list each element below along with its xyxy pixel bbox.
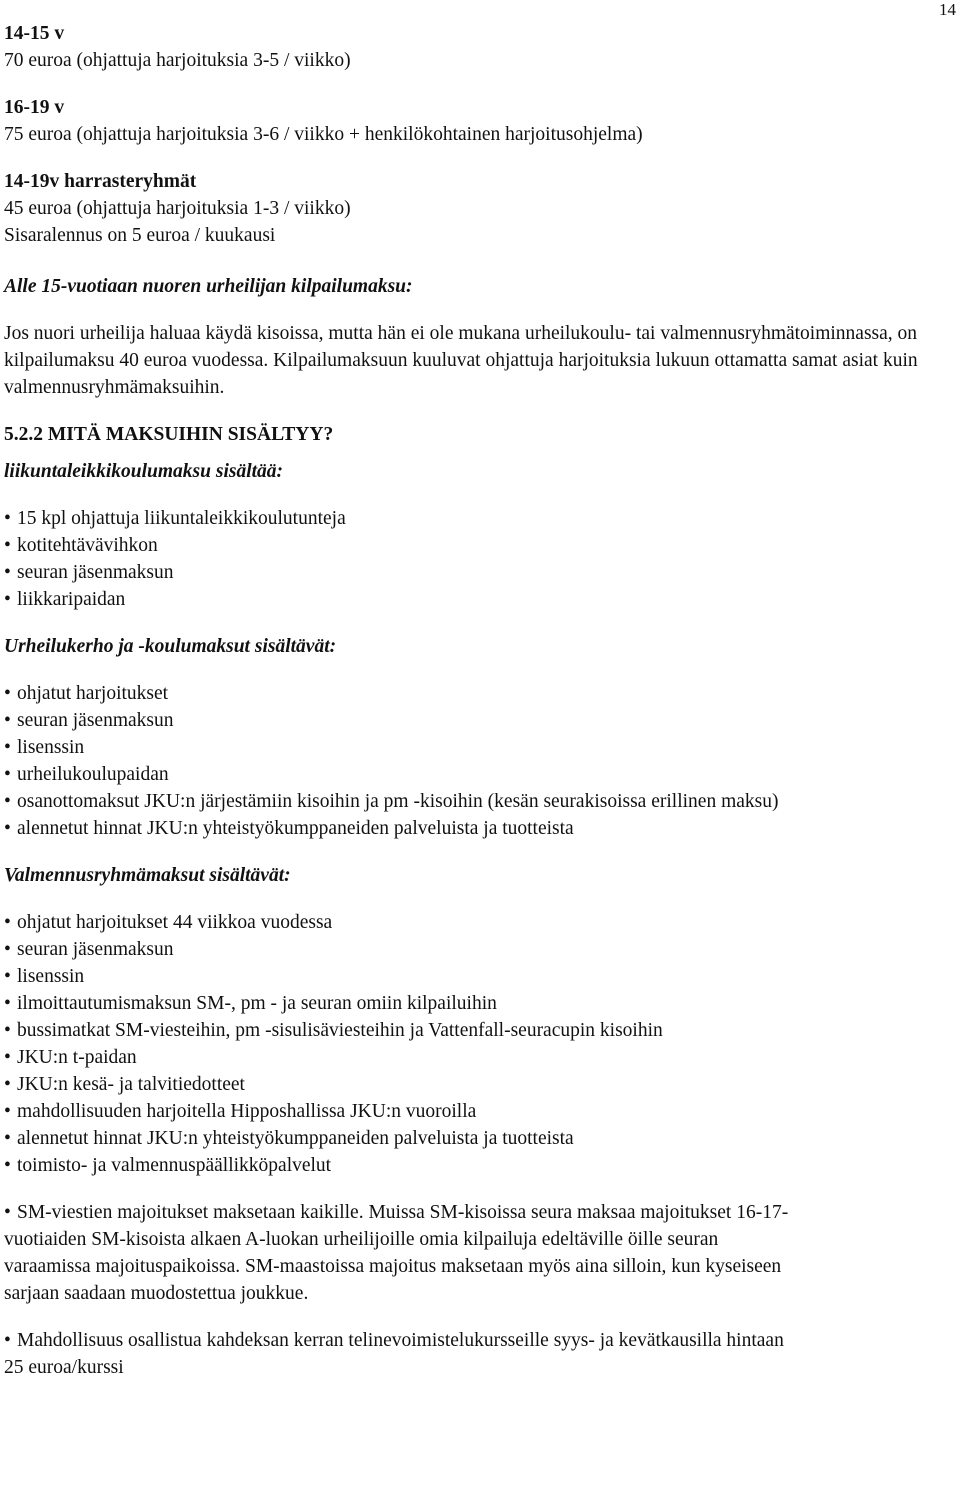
- list-item: • kotitehtävävihkon: [4, 532, 956, 559]
- list-item: • JKU:n t-paidan: [4, 1044, 956, 1071]
- fee-line: 45 euroa (ohjattuja harjoituksia 1-3 / viikko): [4, 198, 351, 219]
- list-item: • ohjatut harjoitukset: [4, 680, 956, 707]
- fee-line: 70 euroa (ohjattuja harjoituksia 3-5 / viikko): [4, 50, 351, 71]
- urheilukerho-heading: Urheilukerho ja -koulumaksut sisältävät:: [4, 636, 337, 657]
- list-item: • seuran jäsenmaksun: [4, 936, 956, 963]
- note-line: SM-viestien majoitukset maksetaan kaikille. Muissa SM-kisoissa seura maksaa majoitukset 16-17-: [17, 1202, 789, 1223]
- section-title: 5.2.2 MITÄ MAKSUIHIN SISÄLTYY?: [4, 424, 334, 445]
- urheilukerho-list: [4, 680, 956, 842]
- list-item: • seuran jäsenmaksun: [4, 559, 956, 586]
- list-item: • bussimatkat SM-viesteihin, pm -sisulisäviesteihin ja Vattenfall-seuracupin kisoihin: [4, 1017, 956, 1044]
- page-number: 14: [939, 0, 956, 19]
- note-gymnastics: [4, 1327, 956, 1381]
- bullet-icon: •: [4, 1330, 11, 1351]
- list-item: • ilmoittautumismaksun SM-, pm - ja seuran omiin kilpailuihin: [4, 990, 956, 1017]
- competition-paragraph: Jos nuori urheilija haluaa käydä kisoissa, mutta hän ei ole mukana urheilukoulu- tai valmennusryhmätoiminnassa, on kilpailumaksu 40 euroa vuodessa. Kilpailumaksuun kuuluvat ohjattuja harjoituksia lukuun ottamatta samat asiat kuin valmennusryhmämaksuihin.: [4, 323, 918, 398]
- fee-heading-16-19: 16-19 v: [4, 97, 65, 118]
- liikuntaleikki-list: [4, 505, 956, 613]
- bullet-icon: •: [4, 1202, 11, 1223]
- list-item: • urheilukoulupaidan: [4, 761, 956, 788]
- document-body: [4, 20, 956, 1381]
- list-item: • alennetut hinnat JKU:n yhteistyökumppaneiden palveluista ja tuotteista: [4, 815, 956, 842]
- valmennus-heading: Valmennusryhmämaksut sisältävät:: [4, 865, 291, 886]
- list-item: • lisenssin: [4, 734, 956, 761]
- list-item: • osanottomaksut JKU:n järjestämiin kisoihin ja pm -kisoihin (kesän seurakisoissa erillinen maksu): [4, 788, 956, 815]
- fee-heading-harraste: 14-19v harrasteryhmät: [4, 171, 197, 192]
- list-item: • alennetut hinnat JKU:n yhteistyökumppaneiden palveluista ja tuotteista: [4, 1125, 956, 1152]
- list-item: • JKU:n kesä- ja talvitiedotteet: [4, 1071, 956, 1098]
- list-item: • lisenssin: [4, 963, 956, 990]
- liikuntaleikki-heading: liikuntaleikkikoulumaksu sisältää:: [4, 461, 284, 482]
- fee-heading-14-15: 14-15 v: [4, 23, 65, 44]
- note-line: Mahdollisuus osallistua kahdeksan kerran telinevoimistelukursseille syys- ja kevätkausilla hintaan: [17, 1330, 784, 1351]
- competition-heading: Alle 15-vuotiaan nuoren urheilijan kilpailumaksu:: [4, 276, 413, 297]
- list-item: • toimisto- ja valmennuspäällikköpalvelut: [4, 1152, 956, 1179]
- note-line: varaamissa majoituspaikoissa. SM-maastoissa majoitus maksetaan myös aina silloin, kun kyseiseen: [4, 1256, 782, 1277]
- valmennus-list: [4, 909, 956, 1179]
- list-item: • 15 kpl ohjattuja liikuntaleikkikoulutunteja: [4, 505, 956, 532]
- note-line: vuotiaiden SM-kisoista alkaen A-luokan urheilijoille omia kilpailuja edeltäville öille seuran: [4, 1229, 719, 1250]
- list-item: • seuran jäsenmaksun: [4, 707, 956, 734]
- list-item: • mahdollisuuden harjoitella Hipposhallissa JKU:n vuoroilla: [4, 1098, 956, 1125]
- fee-line: Sisaralennus on 5 euroa / kuukausi: [4, 225, 276, 246]
- list-item: • liikkaripaidan: [4, 586, 956, 613]
- list-item: • ohjatut harjoitukset 44 viikkoa vuodessa: [4, 909, 956, 936]
- note-accommodation: [4, 1199, 956, 1307]
- note-line: sarjaan saadaan muodostettua joukkue.: [4, 1283, 309, 1304]
- note-line: 25 euroa/kurssi: [4, 1357, 124, 1378]
- fee-line: 75 euroa (ohjattuja harjoituksia 3-6 / viikko + henkilökohtainen harjoitusohjelma): [4, 124, 643, 145]
